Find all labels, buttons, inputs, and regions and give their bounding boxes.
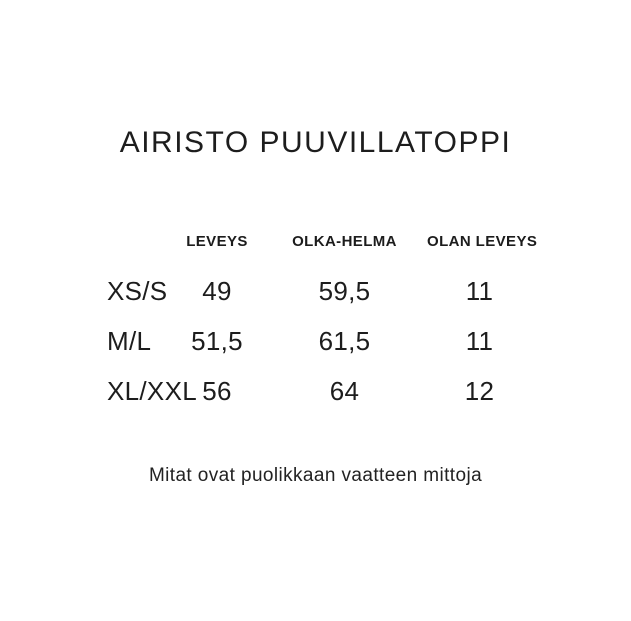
measurement-footnote: Mitat ovat puolikkaan vaatteen mittoja <box>148 465 483 486</box>
value-xl-xxl-olan-leveys: 12 <box>464 375 495 406</box>
column-header-olka-helma: OLKA-HELMA <box>292 232 397 250</box>
value-m-l-olka-helma: 61,5 <box>318 325 371 356</box>
row-label-xs-s: XS/S <box>107 275 168 306</box>
row-label-xl-xxl: XL/XXL <box>107 375 197 406</box>
value-m-l-leveys: 51,5 <box>191 325 243 356</box>
value-xl-xxl-leveys: 56 <box>202 375 232 406</box>
column-header-olan-leveys: OLAN LEVEYS <box>427 232 538 250</box>
value-xs-s-leveys: 49 <box>202 275 232 306</box>
size-table <box>100 216 538 416</box>
column-header-leveys: LEVEYS <box>186 232 248 250</box>
value-xs-s-olka-helma: 59,5 <box>318 275 371 306</box>
value-m-l-olan-leveys: 11 <box>465 325 494 356</box>
row-label-m-l: M/L <box>107 325 152 356</box>
page-title: AIRISTO PUUVILLATOPPI <box>119 126 512 159</box>
value-xl-xxl-olka-helma: 64 <box>329 375 360 406</box>
value-xs-s-olan-leveys: 11 <box>465 275 494 306</box>
